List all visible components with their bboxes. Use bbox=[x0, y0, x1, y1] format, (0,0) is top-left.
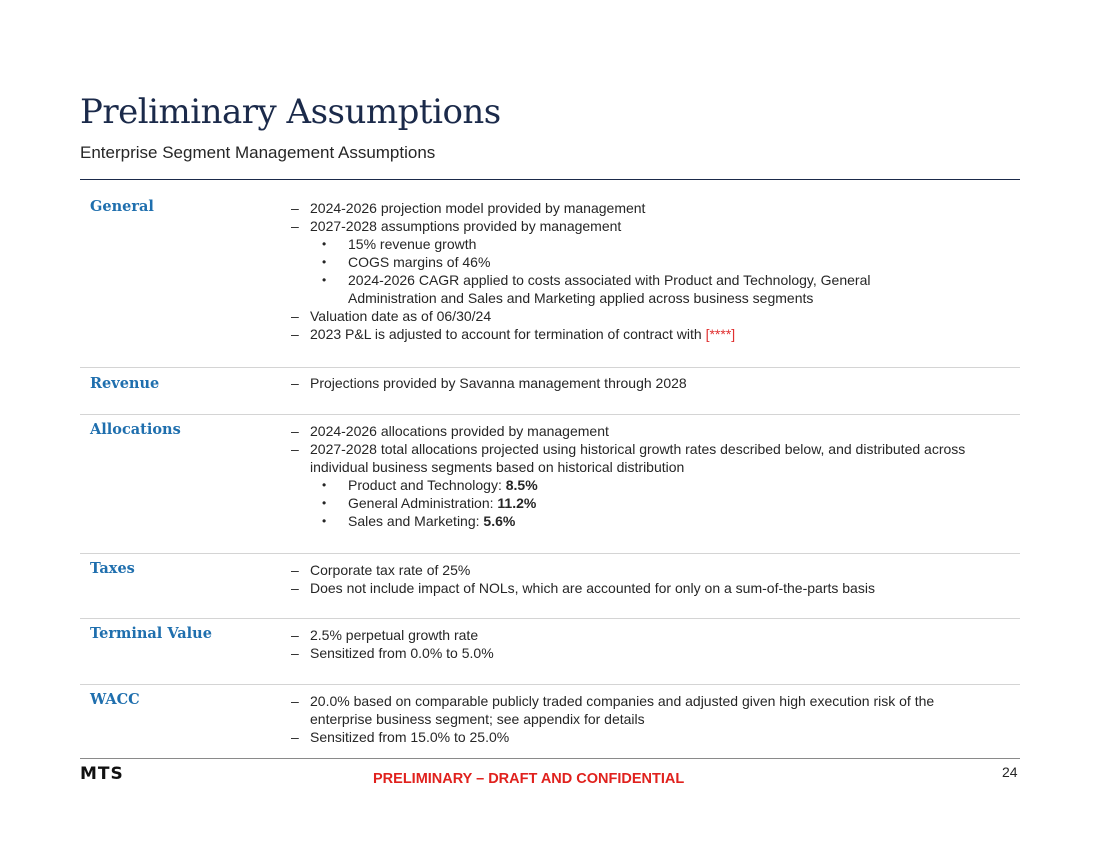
content-allocations bbox=[288, 422, 1000, 530]
content-revenue bbox=[288, 374, 1000, 392]
list-item bbox=[288, 561, 1000, 579]
item-text: Sensitized from 0.0% to 5.0% bbox=[310, 645, 494, 661]
label-wacc: WACC bbox=[90, 691, 140, 708]
footer-divider bbox=[80, 758, 1020, 759]
assumptions-table bbox=[80, 180, 1020, 762]
list-item bbox=[288, 728, 1000, 746]
dash-glyph: – bbox=[291, 326, 299, 342]
item-text: 2024-2026 allocations provided by management bbox=[310, 423, 609, 439]
dash-glyph: – bbox=[291, 562, 299, 578]
sub-list-item bbox=[288, 253, 1000, 271]
row-general bbox=[80, 180, 1020, 368]
row-allocations bbox=[80, 415, 1020, 554]
page-subtitle: Enterprise Segment Management Assumptions bbox=[80, 143, 436, 162]
list-item bbox=[288, 440, 1000, 476]
sub-list-item bbox=[288, 271, 1000, 307]
page-number: 24 bbox=[1002, 764, 1018, 780]
item-text: 2024-2026 projection model provided by management bbox=[310, 200, 646, 216]
redacted-party: [****] bbox=[705, 326, 736, 342]
dash-glyph: – bbox=[291, 580, 299, 596]
dash-glyph: – bbox=[291, 627, 299, 643]
item-text: Sales and Marketing: bbox=[348, 513, 484, 529]
list-item bbox=[288, 644, 1000, 662]
growth-rate: 11.2% bbox=[497, 495, 537, 511]
item-text: General Administration: bbox=[348, 495, 498, 511]
bullet-glyph: • bbox=[322, 255, 327, 269]
sub-list-item bbox=[288, 476, 1000, 494]
item-text: Product and Technology: bbox=[348, 477, 506, 493]
dash-glyph: – bbox=[291, 200, 299, 216]
row-taxes bbox=[80, 554, 1020, 619]
label-general: General bbox=[90, 198, 154, 215]
company-logo: MTS bbox=[80, 764, 124, 784]
dash-glyph: – bbox=[291, 218, 299, 234]
bullet-glyph: • bbox=[322, 496, 327, 510]
dash-glyph: – bbox=[291, 441, 299, 457]
item-text: Does not include impact of NOLs, which are accounted for only on a sum-of-the-parts basis bbox=[310, 580, 875, 596]
item-text: 20.0% based on comparable publicly traded companies and adjusted given high execution risk of the enterprise business segment; see appendix for details bbox=[310, 693, 935, 727]
dash-glyph: – bbox=[291, 423, 299, 439]
label-taxes: Taxes bbox=[90, 560, 135, 577]
label-revenue: Revenue bbox=[90, 375, 160, 392]
confidential-notice: PRELIMINARY – DRAFT AND CONFIDENTIAL bbox=[373, 771, 685, 787]
sub-list-item bbox=[288, 494, 1000, 512]
item-text: Sensitized from 15.0% to 25.0% bbox=[310, 729, 510, 745]
bullet-glyph: • bbox=[322, 514, 327, 528]
item-text: Projections provided by Savanna management through 2028 bbox=[310, 375, 687, 391]
list-item bbox=[288, 307, 1000, 325]
list-item bbox=[288, 199, 1000, 217]
item-text: COGS margins of 46% bbox=[348, 254, 491, 270]
bullet-glyph: • bbox=[322, 273, 327, 287]
row-revenue bbox=[80, 368, 1020, 415]
dash-glyph: – bbox=[291, 645, 299, 661]
bullet-glyph: • bbox=[322, 237, 327, 251]
label-terminal-value: Terminal Value bbox=[90, 625, 212, 642]
row-terminal-value bbox=[80, 619, 1020, 685]
growth-rate: 8.5% bbox=[505, 477, 538, 493]
list-item bbox=[288, 374, 1000, 392]
sub-list-item bbox=[288, 512, 1000, 530]
item-text: 2027-2028 assumptions provided by management bbox=[310, 218, 622, 234]
item-text: Corporate tax rate of 25% bbox=[310, 562, 471, 578]
item-text: 2027-2028 total allocations projected using historical growth rates described below, and distributed across individual business segments based on historical distribution bbox=[310, 441, 966, 475]
label-allocations: Allocations bbox=[90, 421, 181, 438]
dash-glyph: – bbox=[291, 693, 299, 709]
content-general bbox=[288, 199, 1000, 343]
list-item bbox=[288, 325, 1000, 343]
sub-list-item bbox=[288, 235, 1000, 253]
item-text: 2.5% perpetual growth rate bbox=[310, 627, 479, 643]
list-item bbox=[288, 217, 1000, 235]
page-title: Preliminary Assumptions bbox=[80, 92, 501, 132]
item-text: 15% revenue growth bbox=[348, 236, 477, 252]
item-text: 2023 P&L is adjusted to account for termination of contract with bbox=[310, 326, 706, 342]
dash-glyph: – bbox=[291, 308, 299, 324]
dash-glyph: – bbox=[291, 729, 299, 745]
list-item bbox=[288, 626, 1000, 644]
content-wacc bbox=[288, 692, 1000, 746]
list-item bbox=[288, 692, 1000, 728]
item-text: Valuation date as of 06/30/24 bbox=[310, 308, 492, 324]
row-wacc bbox=[80, 685, 1020, 762]
bullet-glyph: • bbox=[322, 478, 327, 492]
item-text: 2024-2026 CAGR applied to costs associated with Product and Technology, General Administration and Sales and Marketing applied across business segments bbox=[348, 272, 871, 306]
list-item bbox=[288, 579, 1000, 597]
growth-rate: 5.6% bbox=[483, 513, 516, 529]
dash-glyph: – bbox=[291, 375, 299, 391]
content-terminal-value bbox=[288, 626, 1000, 662]
list-item bbox=[288, 422, 1000, 440]
content-taxes bbox=[288, 561, 1000, 597]
